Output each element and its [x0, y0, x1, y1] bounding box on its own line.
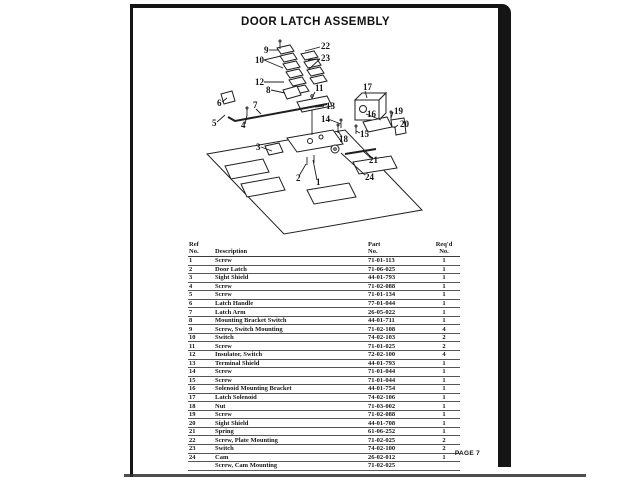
- table-row: [188, 308, 460, 317]
- table-row: [188, 351, 460, 360]
- table-row: [188, 402, 460, 411]
- callout-22: 22: [321, 41, 330, 51]
- cell-part: 44-01-793: [368, 274, 396, 282]
- table-row: [188, 436, 460, 445]
- cell-part: 71-03-002: [368, 402, 396, 410]
- cell-part: 71-01-044: [368, 368, 396, 376]
- page-number: PAGE 7: [454, 450, 480, 457]
- cell-description: Spring: [215, 428, 234, 436]
- callout-10: 10: [255, 55, 264, 65]
- table-row: [188, 300, 460, 309]
- header-part: Part No.: [368, 241, 381, 255]
- table-row: [188, 377, 460, 386]
- cell-description: Screw, Switch Mounting: [215, 325, 283, 333]
- cell-description: Screw: [215, 376, 232, 384]
- parts-table: [188, 241, 460, 471]
- cell-description: Latch Solenoid: [215, 394, 257, 402]
- cell-part: 44-01-793: [368, 359, 396, 367]
- cell-part: 71-01-025: [368, 342, 396, 350]
- cell-ref: 13: [189, 359, 196, 367]
- callout-14: 14: [321, 114, 330, 124]
- cell-reqd: 1: [442, 402, 446, 410]
- cell-ref: 5: [189, 291, 193, 299]
- table-row: [188, 445, 460, 454]
- table-row: [188, 428, 460, 437]
- cell-ref: 22: [189, 436, 196, 444]
- cell-description: Screw: [215, 342, 232, 350]
- cell-ref: 10: [189, 334, 196, 342]
- cell-part: 74-02-100: [368, 445, 396, 453]
- cell-description: Screw: [215, 368, 232, 376]
- cell-ref: 17: [189, 394, 196, 402]
- cell-reqd: 1: [442, 419, 446, 427]
- cell-description: Mounting Bracket Switch: [215, 317, 287, 325]
- cell-reqd: 4: [442, 325, 446, 333]
- cell-reqd: 1: [442, 282, 446, 290]
- cell-ref: 11: [189, 342, 196, 350]
- manual-page: [133, 8, 498, 474]
- callout-16: 16: [367, 109, 376, 119]
- cell-description: Latch Handle: [215, 300, 254, 307]
- header-ref: Ref No.: [189, 241, 199, 255]
- cell-reqd: 1: [442, 411, 446, 419]
- cell-ref: 14: [189, 368, 196, 376]
- cell-description: Screw, Cam Mounting: [215, 462, 278, 470]
- table-row: [188, 394, 460, 403]
- cell-reqd: 1: [442, 385, 446, 393]
- cell-description: Sight Shield: [215, 419, 249, 427]
- cell-ref: 16: [189, 385, 196, 393]
- cell-ref: 23: [189, 445, 196, 453]
- cell-ref: 4: [189, 282, 193, 290]
- callout-9: 9: [264, 45, 269, 55]
- cell-ref: 20: [189, 419, 196, 427]
- cell-description: Terminal Shield: [215, 359, 260, 367]
- callout-2: 2: [296, 173, 301, 183]
- cell-description: Nut: [215, 402, 226, 410]
- cell-reqd: 1: [442, 376, 446, 384]
- callout-12: 12: [255, 77, 264, 87]
- cell-description: Screw: [215, 291, 232, 299]
- cell-reqd: 1: [442, 291, 446, 299]
- callout-7: 7: [253, 100, 258, 110]
- cell-part: 71-02-025: [368, 436, 396, 444]
- table-row: [188, 360, 460, 369]
- cell-reqd: 1: [442, 317, 446, 325]
- cell-ref: 19: [189, 411, 196, 419]
- callout-6: 6: [217, 98, 222, 108]
- cell-reqd: 1: [442, 359, 446, 367]
- cell-part: 72-02-100: [368, 351, 396, 359]
- table-row: [188, 411, 460, 420]
- cell-ref: 9: [189, 325, 193, 333]
- cell-ref: 6: [189, 300, 193, 307]
- callout-17: 17: [363, 82, 372, 92]
- cell-ref: 15: [189, 376, 196, 384]
- table-row: [188, 325, 460, 334]
- cell-description: Door Latch: [215, 265, 247, 273]
- cell-part: 77-01-044: [368, 300, 396, 307]
- table-row: [188, 385, 460, 394]
- cell-reqd: 1: [442, 368, 446, 376]
- cell-reqd: 1: [442, 257, 446, 265]
- cell-description: Screw: [215, 282, 232, 290]
- callout-23: 23: [321, 53, 330, 63]
- cell-part: 71-01-044: [368, 376, 396, 384]
- cell-reqd: 1: [442, 300, 446, 307]
- callout-21: 21: [369, 155, 378, 165]
- cell-description: Insulator, Switch: [215, 351, 263, 359]
- callout-15: 15: [360, 129, 369, 139]
- cell-reqd: 4: [442, 351, 446, 359]
- cell-description: Latch Arm: [215, 308, 246, 316]
- cell-ref: 2: [189, 265, 193, 273]
- cell-part: 44-01-754: [368, 385, 396, 393]
- cell-part: 71-02-025: [368, 462, 396, 470]
- cell-description: Cam: [215, 453, 229, 461]
- table-row: [188, 342, 460, 351]
- cell-reqd: 2: [442, 342, 446, 350]
- cell-ref: 7: [189, 308, 193, 316]
- cell-part: 44-01-711: [368, 317, 395, 325]
- cell-part: 71-01-134: [368, 291, 396, 299]
- callout-11: 11: [315, 83, 324, 93]
- cell-reqd: 1: [442, 308, 446, 316]
- callout-8: 8: [266, 85, 271, 95]
- cell-description: Switch: [215, 445, 234, 453]
- callout-4: 4: [241, 120, 246, 130]
- callout-20: 20: [400, 119, 409, 129]
- cell-part: 26-05-022: [368, 308, 396, 316]
- table-row: [188, 334, 460, 343]
- exploded-view-diagram: [195, 38, 425, 240]
- cell-reqd: 2: [442, 334, 446, 342]
- callout-19: 19: [394, 106, 403, 116]
- table-row: [188, 368, 460, 377]
- cell-part: 44-01-708: [368, 419, 396, 427]
- table-row: [188, 257, 460, 266]
- cell-reqd: 1: [442, 394, 446, 402]
- callout-3: 3: [256, 142, 261, 152]
- cell-part: 71-01-113: [368, 257, 395, 265]
- cell-part: 74-02-103: [368, 334, 396, 342]
- cell-ref: 1: [189, 257, 193, 265]
- cell-ref: 21: [189, 428, 196, 436]
- cell-description: Solenoid Mounting Bracket: [215, 385, 292, 393]
- parts-table-header: [188, 241, 460, 257]
- cell-part: 26-02-012: [368, 453, 396, 461]
- cell-description: Screw, Plate Mounting: [215, 436, 278, 444]
- table-row: [188, 454, 460, 463]
- cell-part: 71-02-088: [368, 282, 396, 290]
- cell-part: 74-02-106: [368, 394, 396, 402]
- callout-13: 13: [326, 101, 335, 111]
- cell-part: 71-06-025: [368, 265, 396, 273]
- table-row: [188, 283, 460, 292]
- parts-table-body: [188, 257, 460, 471]
- table-row: [188, 274, 460, 283]
- header-description: Description: [215, 248, 248, 255]
- cell-part: 61-06-252: [368, 428, 396, 436]
- page-title: DOOR LATCH ASSEMBLY: [240, 16, 390, 28]
- table-row: [188, 317, 460, 326]
- cell-reqd: 2: [442, 445, 446, 453]
- cell-description: Screw: [215, 257, 232, 265]
- cell-reqd: 1: [442, 274, 446, 282]
- cell-part: 71-02-108: [368, 325, 396, 333]
- cell-description: Sight Shield: [215, 274, 249, 282]
- cell-reqd: 1: [442, 453, 446, 461]
- cell-reqd: 1: [442, 428, 446, 436]
- cell-ref: 8: [189, 317, 193, 325]
- cell-ref: 12: [189, 351, 196, 359]
- callout-1: 1: [316, 177, 321, 187]
- header-reqd: Req'd No.: [435, 241, 453, 255]
- table-row: [188, 266, 460, 275]
- cell-ref: 24: [189, 453, 196, 461]
- cell-reqd: 2: [442, 436, 446, 444]
- table-row: [188, 291, 460, 300]
- cell-reqd: 1: [442, 265, 446, 273]
- callout-18: 18: [339, 134, 348, 144]
- table-row: [188, 419, 460, 428]
- cell-description: Switch: [215, 334, 234, 342]
- cell-ref: 18: [189, 402, 196, 410]
- callout-5: 5: [212, 118, 217, 128]
- cell-ref: 3: [189, 274, 193, 282]
- table-row: [188, 462, 460, 471]
- cell-part: 71-02-088: [368, 411, 396, 419]
- callout-24: 24: [365, 172, 374, 182]
- cell-description: Screw: [215, 411, 232, 419]
- scan-edge-right: [498, 4, 511, 467]
- scan-edge-bottom: [124, 474, 586, 477]
